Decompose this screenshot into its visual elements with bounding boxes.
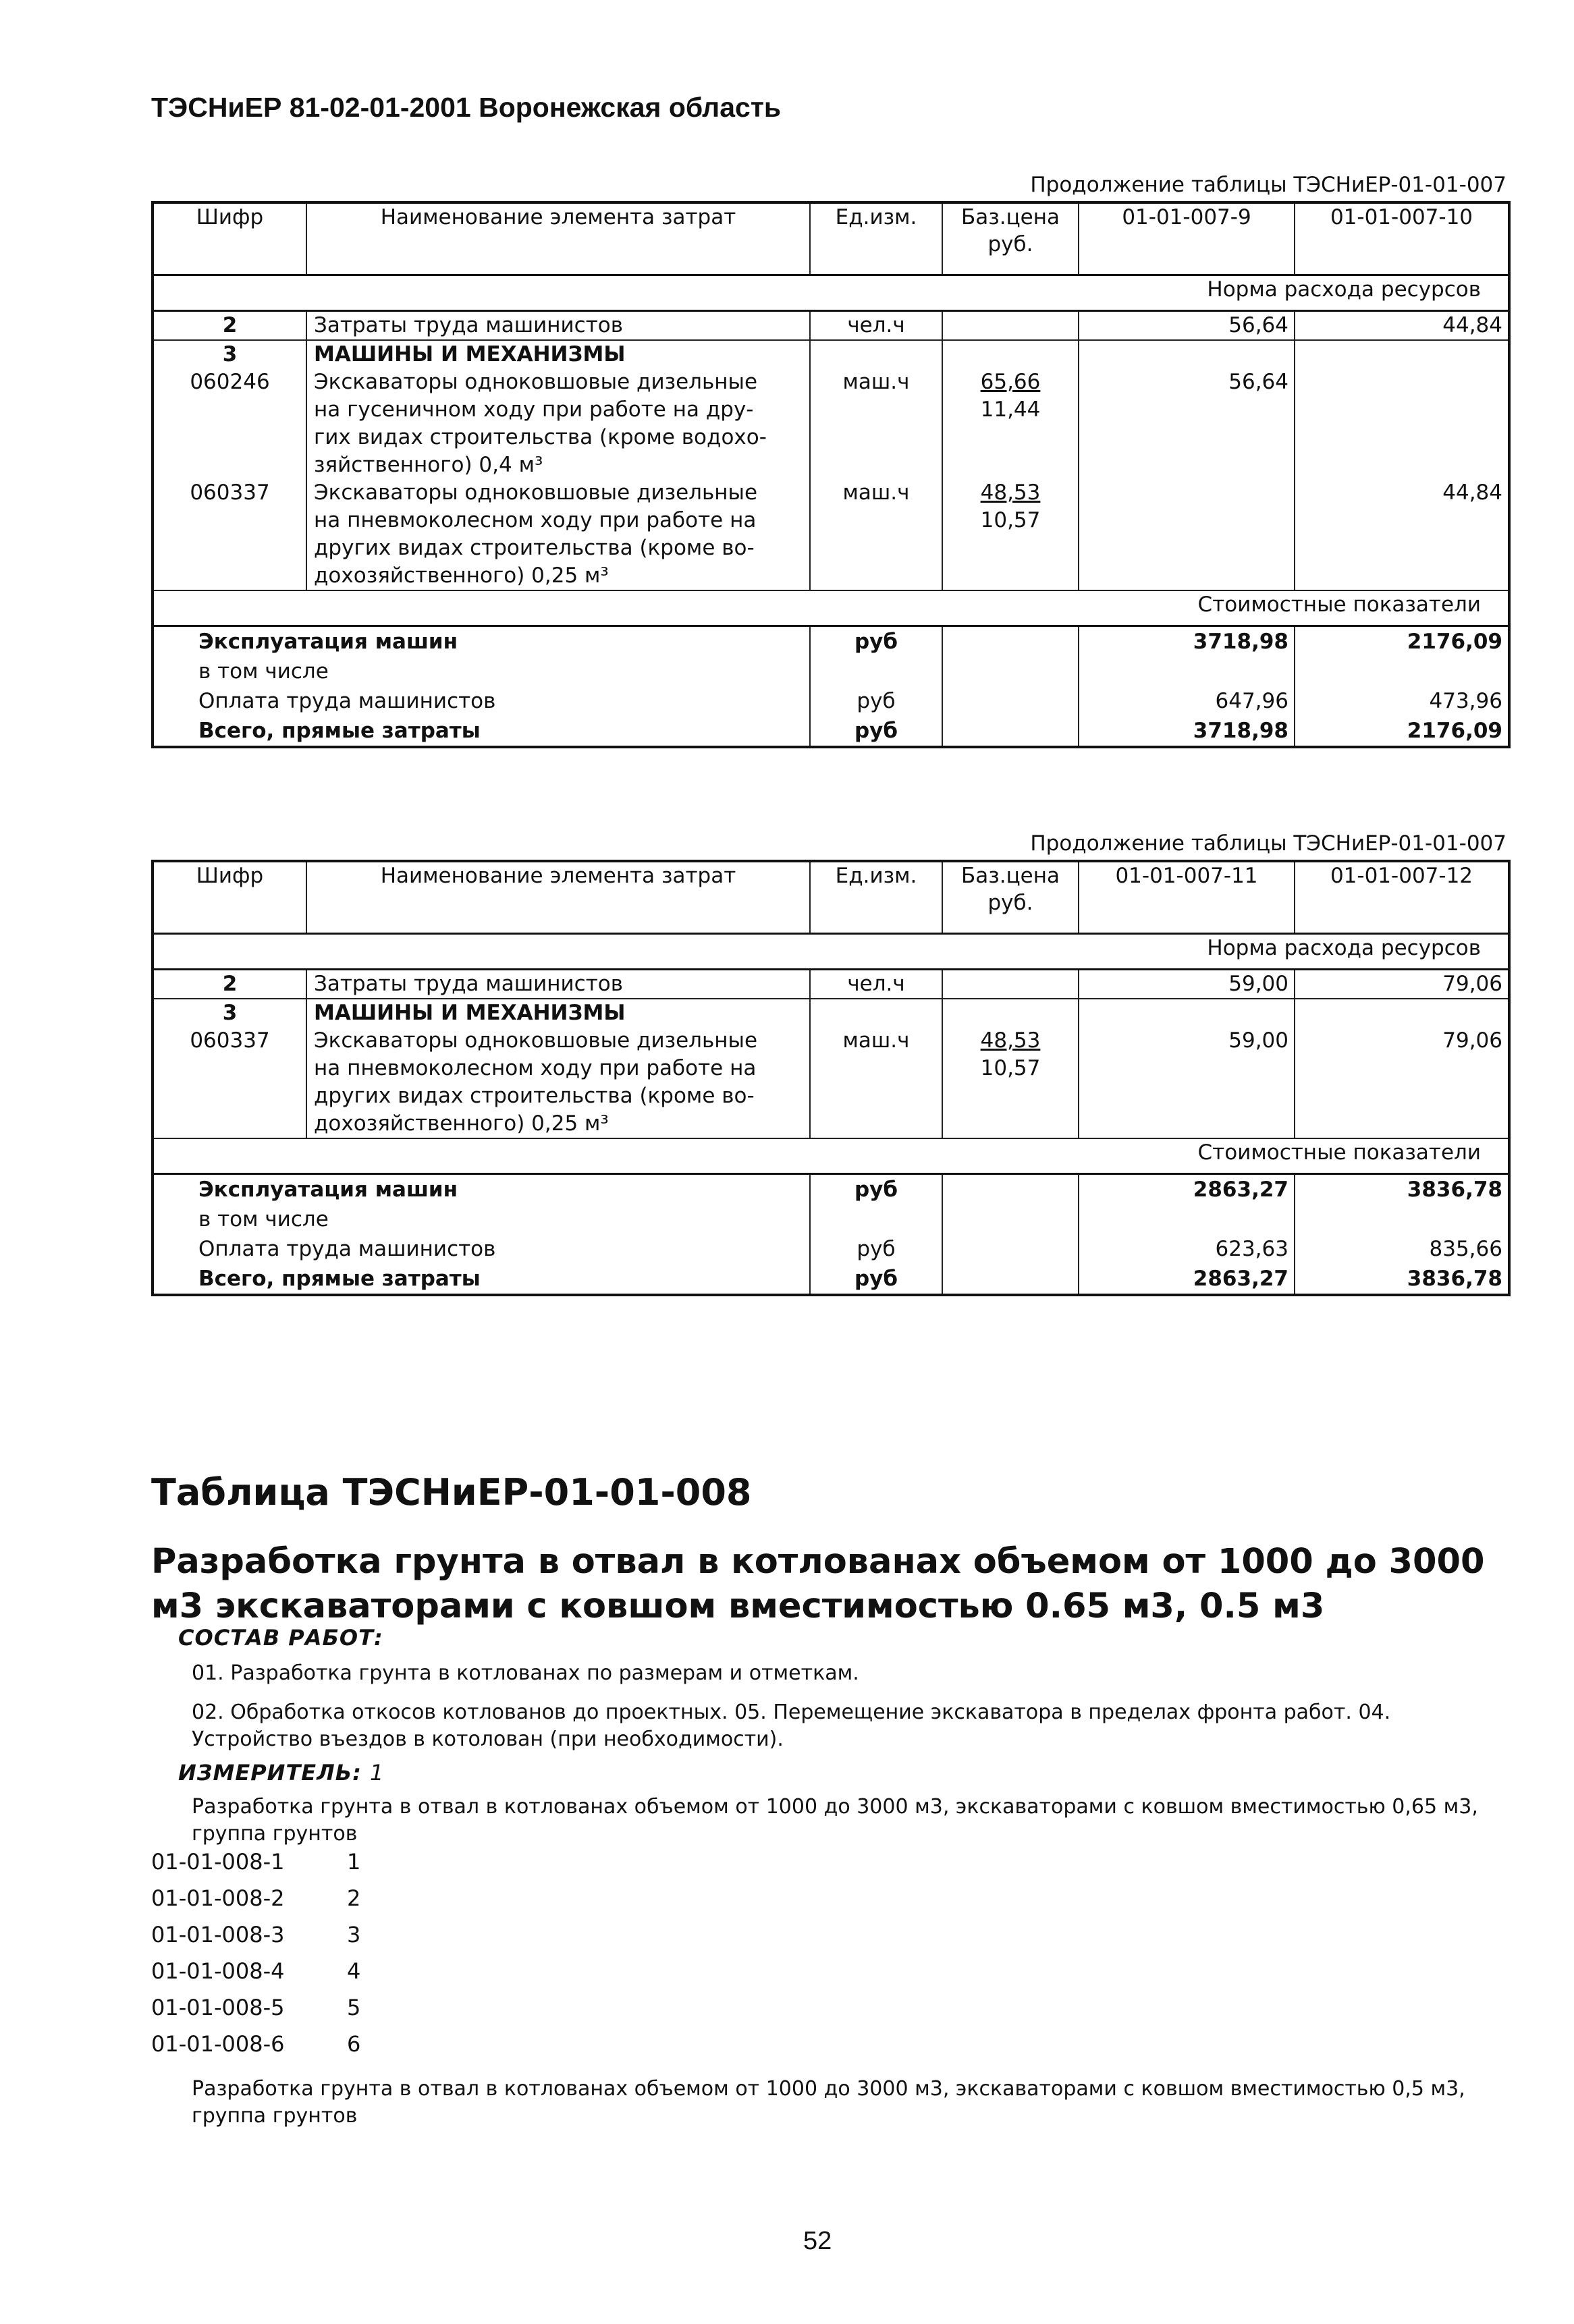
col-header-shifr: Шифр [153,202,306,275]
machines-header-row [153,340,1509,368]
description-2: Разработка грунта в отвал в котлованах объемом от 1000 до 3000 м3, экскаваторами с ковшом вместимостью 0,5 м3, группа грунтов [192,2077,1465,2128]
section-norm-label: Норма расхода ресурсов [153,275,1509,311]
page-header: ТЭСНиЕР 81-02-01-2001 Воронежская область [151,92,782,123]
col-header-name: Наименование элемента затрат [306,202,810,275]
resource-name: Экскаваторы одноковшовые дизельные на пневмоколесном ходу при работе на других видах строительства (кроме во- дохозяйственного) 0,25 м³ [306,479,810,590]
exploitation-unit: руб [810,626,942,657]
total-value-a: 3718,98 [1079,716,1295,747]
description-1: Разработка грунта в отвал в котлованах объемом от 1000 до 3000 м3, экскаваторами с ковшом вместимостью 0,65 м3, группа грунтов [192,1795,1478,1846]
works-label: СОСТАВ РАБОТ: [178,1625,383,1651]
machines-header-row [153,999,1509,1027]
page-number: 52 [803,2227,832,2255]
table-subtitle: Разработка грунта в отвал в котлованах объемом от 1000 до 3000 м3 экскаваторами с ковшом вместимостью 0.65 м3, 0.5 м3 [151,1542,1485,1626]
labor-unit: чел.ч [810,970,942,999]
table-header-row [153,861,1509,934]
section-cost-label: Стоимостные показатели [153,590,1509,626]
wages-unit: руб [810,686,942,716]
list-item: 01-01-008-2 2 [151,1885,361,1911]
total-name: Всего, прямые затраты [198,1267,481,1291]
resource-value-b: 44,84 [1295,479,1509,590]
section-norm-row [153,275,1509,311]
labor-value-b: 44,84 [1295,311,1509,341]
resource-name: Экскаваторы одноковшовые дизельные на пневмоколесном ходу при работе на других видах строительства (кроме во- дохозяйственного) 0,25 м³ [306,1027,810,1138]
exploitation-value-a: 3718,98 [1079,626,1295,657]
total-value-a: 2863,27 [1079,1264,1295,1295]
labor-value-a: 59,00 [1079,970,1295,999]
list-item: 01-01-008-5 5 [151,1995,361,2020]
wages-name: Оплата труда машинистов [198,1237,496,1261]
table-title: Таблица ТЭСНиЕР-01-01-008 [151,1471,752,1514]
list-item: 01-01-008-1 1 [151,1849,361,1875]
col-header-name: Наименование элемента затрат [306,861,810,934]
list-item: 01-01-008-3 3 [151,1922,361,1947]
section-norm-row [153,934,1509,970]
total-value-b: 2176,09 [1295,716,1509,747]
resource-unit: маш.ч [810,1027,942,1138]
norm-table-2 [151,860,1511,1296]
col-header-price: Баз.цена руб. [942,202,1079,275]
labor-value-b: 79,06 [1295,970,1509,999]
total-row [153,716,1509,747]
labor-unit: чел.ч [810,311,942,341]
total-unit: руб [810,1264,942,1295]
machines-code: 3 [222,1001,238,1025]
exploitation-row [153,626,1509,657]
exploitation-name: Эксплуатация машин [198,630,458,654]
wages-unit: руб [810,1234,942,1264]
resource-code: 060337 [153,479,306,590]
total-unit: руб [810,716,942,747]
wages-name: Оплата труда машинистов [198,689,496,713]
including-row [153,657,1509,686]
resource-value-b: 79,06 [1295,1027,1509,1138]
table-row [153,368,1509,479]
resource-value-a: 56,64 [1079,368,1295,479]
resource-value-a [1079,479,1295,590]
col-header-code-b: 01-01-007-10 [1295,202,1509,275]
total-name: Всего, прямые затраты [198,719,481,743]
section-cost-label: Стоимостные показатели [153,1138,1509,1174]
machines-code: 3 [222,342,238,366]
exploitation-value-b: 3836,78 [1295,1174,1509,1205]
continuation-caption-1: Продолжение таблицы ТЭСНиЕР-01-01-007 [1030,173,1507,197]
col-header-unit: Ед.изм. [810,861,942,934]
wages-row [153,1234,1509,1264]
col-header-shifr: Шифр [153,861,306,934]
resource-price: 48,53 10,57 [942,1027,1079,1138]
resource-name: Экскаваторы одноковшовые дизельные на гусеничном ходу при работе на дру- гих видах строительства (кроме водохо- зяйственного) 0,4 м³ [306,368,810,479]
resource-code: 060337 [153,1027,306,1138]
labor-name: Затраты труда машинистов [306,311,810,341]
including-label: в том числе [198,659,329,684]
machines-label: МАШИНЫ И МЕХАНИЗМЫ [306,999,810,1027]
including-row [153,1205,1509,1234]
list-item: 01-01-008-4 4 [151,1958,361,1984]
col-header-price: Баз.цена руб. [942,861,1079,934]
wages-value-b: 473,96 [1295,686,1509,716]
labor-code: 2 [153,311,306,341]
wages-value-b: 835,66 [1295,1234,1509,1264]
labor-row [153,311,1509,341]
continuation-caption-2: Продолжение таблицы ТЭСНиЕР-01-01-007 [1030,831,1507,856]
exploitation-row [153,1174,1509,1205]
resource-price: 65,66 11,44 [942,368,1079,479]
labor-row [153,970,1509,999]
norm-table-1 [151,201,1511,748]
exploitation-name: Эксплуатация машин [198,1178,458,1202]
works-item-1: 01. Разработка грунта в котлованах по размерам и отметкам. [192,1661,859,1685]
works-item-2: 02. Обработка откосов котлованов до проектных. 05. Перемещение экскаватора в пределах фронта работ. 04. Устройство въездов в котолован (при необходимости). [192,1700,1391,1751]
wages-value-a: 623,63 [1079,1234,1295,1264]
exploitation-value-b: 2176,09 [1295,626,1509,657]
section-norm-label: Норма расхода ресурсов [153,934,1509,970]
resource-value-a: 59,00 [1079,1027,1295,1138]
table-row [153,479,1509,590]
resource-unit: маш.ч [810,368,942,479]
list-item: 01-01-008-6 6 [151,2031,361,2057]
table-header-row [153,202,1509,275]
norm-code-list [151,1844,360,2062]
resource-unit: маш.ч [810,479,942,590]
wages-value-a: 647,96 [1079,686,1295,716]
col-header-code-a: 01-01-007-9 [1079,202,1295,275]
machines-label: МАШИНЫ И МЕХАНИЗМЫ [306,340,810,368]
wages-row [153,686,1509,716]
resource-value-b [1295,368,1509,479]
table-row [153,1027,1509,1138]
col-header-unit: Ед.изм. [810,202,942,275]
section-cost-row [153,1138,1509,1174]
labor-code: 2 [153,970,306,999]
exploitation-value-a: 2863,27 [1079,1174,1295,1205]
labor-value-a: 56,64 [1079,311,1295,341]
meter-value: 1 [370,1760,385,1786]
total-value-b: 3836,78 [1295,1264,1509,1295]
resource-code: 060246 [190,370,270,394]
exploitation-unit: руб [810,1174,942,1205]
including-label: в том числе [198,1207,329,1232]
col-header-code-b: 01-01-007-12 [1295,861,1509,934]
labor-name: Затраты труда машинистов [306,970,810,999]
resource-price: 48,53 10,57 [942,479,1079,590]
total-row [153,1264,1509,1295]
section-cost-row [153,590,1509,626]
col-header-code-a: 01-01-007-11 [1079,861,1295,934]
meter-label: ИЗМЕРИТЕЛЬ: 1 [178,1760,385,1786]
